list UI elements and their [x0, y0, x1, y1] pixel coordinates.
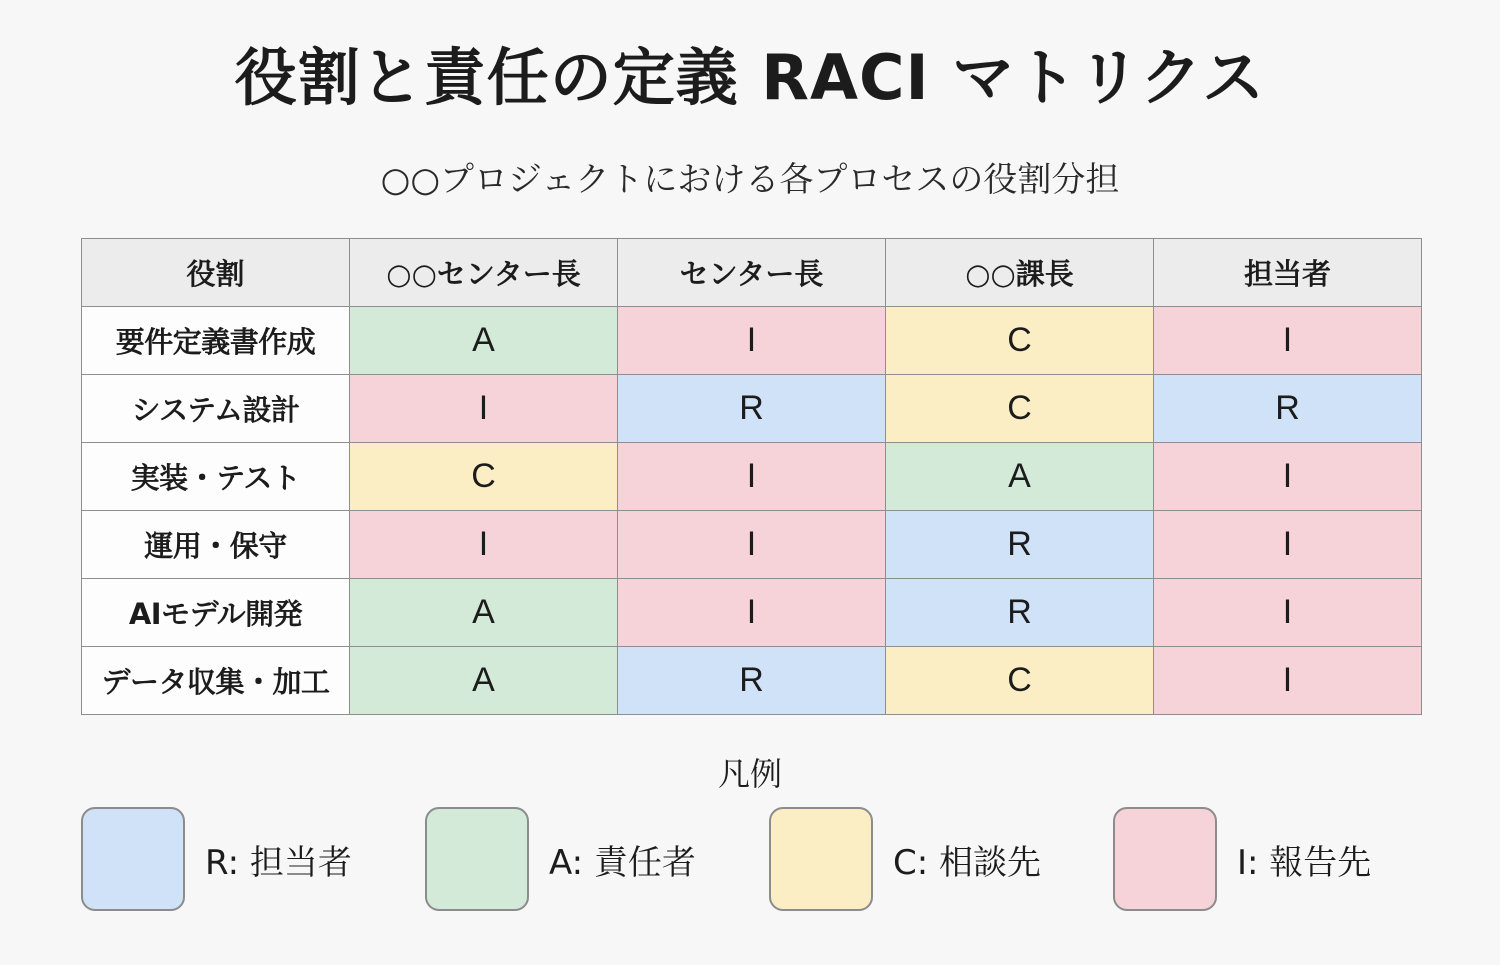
raci-cell: I	[1154, 511, 1422, 579]
raci-cell: I	[1154, 579, 1422, 647]
raci-cell: A	[350, 307, 618, 375]
header-role: 役割	[82, 239, 350, 307]
legend-label-c: C: 相談先	[893, 842, 1042, 883]
raci-cell: A	[886, 443, 1154, 511]
legend-label-i: I: 報告先	[1237, 842, 1372, 883]
legend-item-c	[769, 806, 1041, 912]
row-role-label: AIモデル開発	[82, 579, 350, 647]
row-role-label: システム設計	[82, 375, 350, 443]
raci-cell: C	[886, 307, 1154, 375]
raci-cell: I	[618, 307, 886, 375]
header-center-head: センター長	[618, 239, 886, 307]
raci-cell: A	[350, 647, 618, 715]
header-person-in-charge: 担当者	[1154, 239, 1422, 307]
header-center-head-oo: ○○センター長	[350, 239, 618, 307]
table-row	[82, 579, 1422, 647]
raci-cell: C	[350, 443, 618, 511]
row-role-label: 実装・テスト	[82, 443, 350, 511]
raci-cell: I	[618, 579, 886, 647]
raci-cell: R	[886, 511, 1154, 579]
row-role-label: 運用・保守	[82, 511, 350, 579]
legend-label-a: A: 責任者	[549, 842, 696, 883]
raci-cell: A	[350, 579, 618, 647]
raci-cell: C	[886, 647, 1154, 715]
header-section-chief: ○○課長	[886, 239, 1154, 307]
legend-item-r	[81, 806, 352, 912]
raci-cell: I	[1154, 443, 1422, 511]
raci-cell: R	[886, 579, 1154, 647]
raci-cell: R	[618, 375, 886, 443]
raci-cell: C	[886, 375, 1154, 443]
table-row	[82, 375, 1422, 443]
raci-table	[81, 238, 1422, 715]
table-row	[82, 647, 1422, 715]
raci-cell: R	[1154, 375, 1422, 443]
table-row	[82, 511, 1422, 579]
table-row	[82, 443, 1422, 511]
raci-cell: I	[350, 511, 618, 579]
page-subtitle: ○○プロジェクトにおける各プロセスの役割分担	[380, 160, 1120, 200]
row-role-label: 要件定義書作成	[82, 307, 350, 375]
page-title: 役割と責任の定義 RACI マトリクス	[234, 41, 1266, 114]
raci-cell: I	[350, 375, 618, 443]
raci-cell: I	[1154, 647, 1422, 715]
legend-title: 凡例	[717, 755, 782, 793]
raci-cell: R	[618, 647, 886, 715]
legend-swatch-c	[769, 807, 873, 911]
raci-cell: I	[618, 443, 886, 511]
legend-swatch-r	[81, 807, 185, 911]
row-role-label: データ収集・加工	[82, 647, 350, 715]
legend-label-r: R: 担当者	[205, 842, 352, 883]
legend-item-i	[1113, 806, 1371, 912]
header-row	[82, 239, 1422, 307]
table-row	[82, 307, 1422, 375]
legend-item-a	[425, 806, 696, 912]
legend-swatch-i	[1113, 807, 1217, 911]
raci-cell: I	[618, 511, 886, 579]
legend-swatch-a	[425, 807, 529, 911]
raci-cell: I	[1154, 307, 1422, 375]
